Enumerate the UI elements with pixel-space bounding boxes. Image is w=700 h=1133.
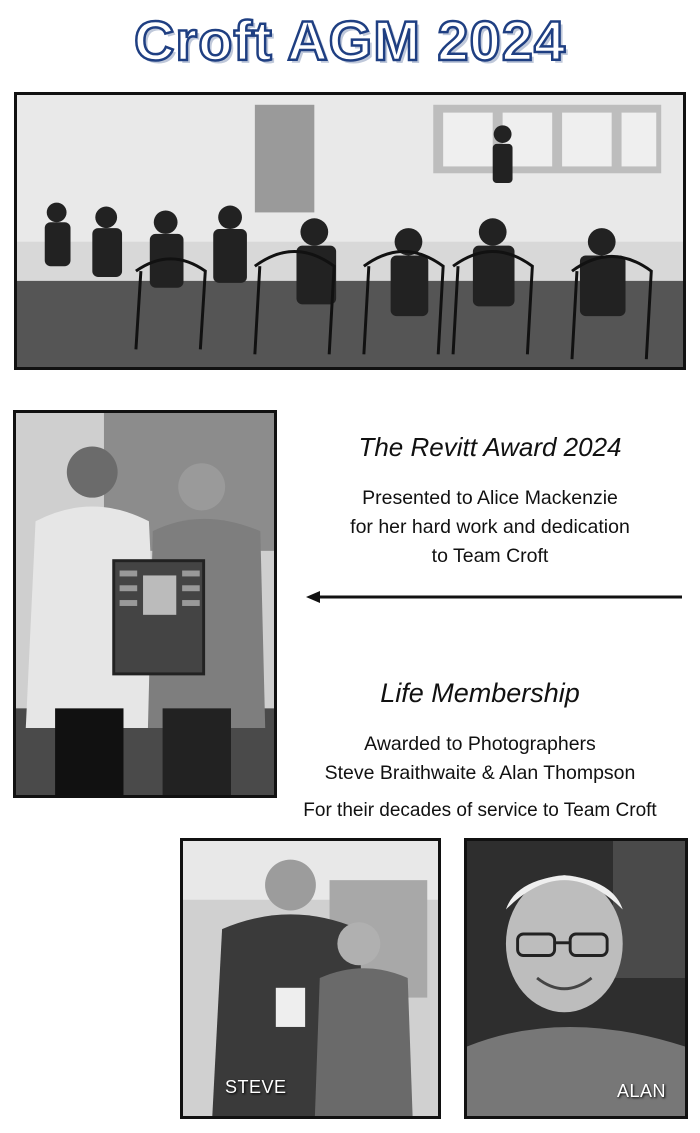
steve-photo bbox=[180, 838, 441, 1119]
steve-caption: STEVE bbox=[225, 1077, 287, 1097]
life-membership-description bbox=[285, 730, 675, 788]
life-membership-line: Steve Braithwaite & Alan Thompson bbox=[324, 762, 636, 784]
service-note: For their decades of service to Team Croft bbox=[303, 800, 657, 821]
revitt-award-line: Presented to Alice Mackenzie bbox=[362, 487, 618, 509]
revitt-award-description bbox=[290, 484, 690, 571]
revitt-award-line: for her hard work and dedication bbox=[350, 516, 630, 538]
agm-meeting-photo bbox=[14, 92, 686, 370]
revitt-award-photo bbox=[13, 410, 277, 798]
life-membership-title: Life Membership bbox=[380, 678, 580, 708]
alan-photo-illustration bbox=[467, 841, 685, 1116]
alan-caption: ALAN bbox=[617, 1081, 667, 1101]
award-photo-illustration bbox=[16, 413, 274, 795]
page-title: Croft AGM 2024 bbox=[133, 9, 566, 72]
steve-photo-illustration bbox=[183, 841, 438, 1116]
life-membership-line: Awarded to Photographers bbox=[364, 733, 596, 755]
revitt-award-line: to Team Croft bbox=[431, 545, 549, 567]
meeting-photo-illustration bbox=[17, 95, 683, 367]
arrow-left-icon bbox=[306, 587, 682, 607]
revitt-award-title: The Revitt Award 2024 bbox=[358, 432, 622, 462]
alan-photo bbox=[464, 838, 688, 1119]
